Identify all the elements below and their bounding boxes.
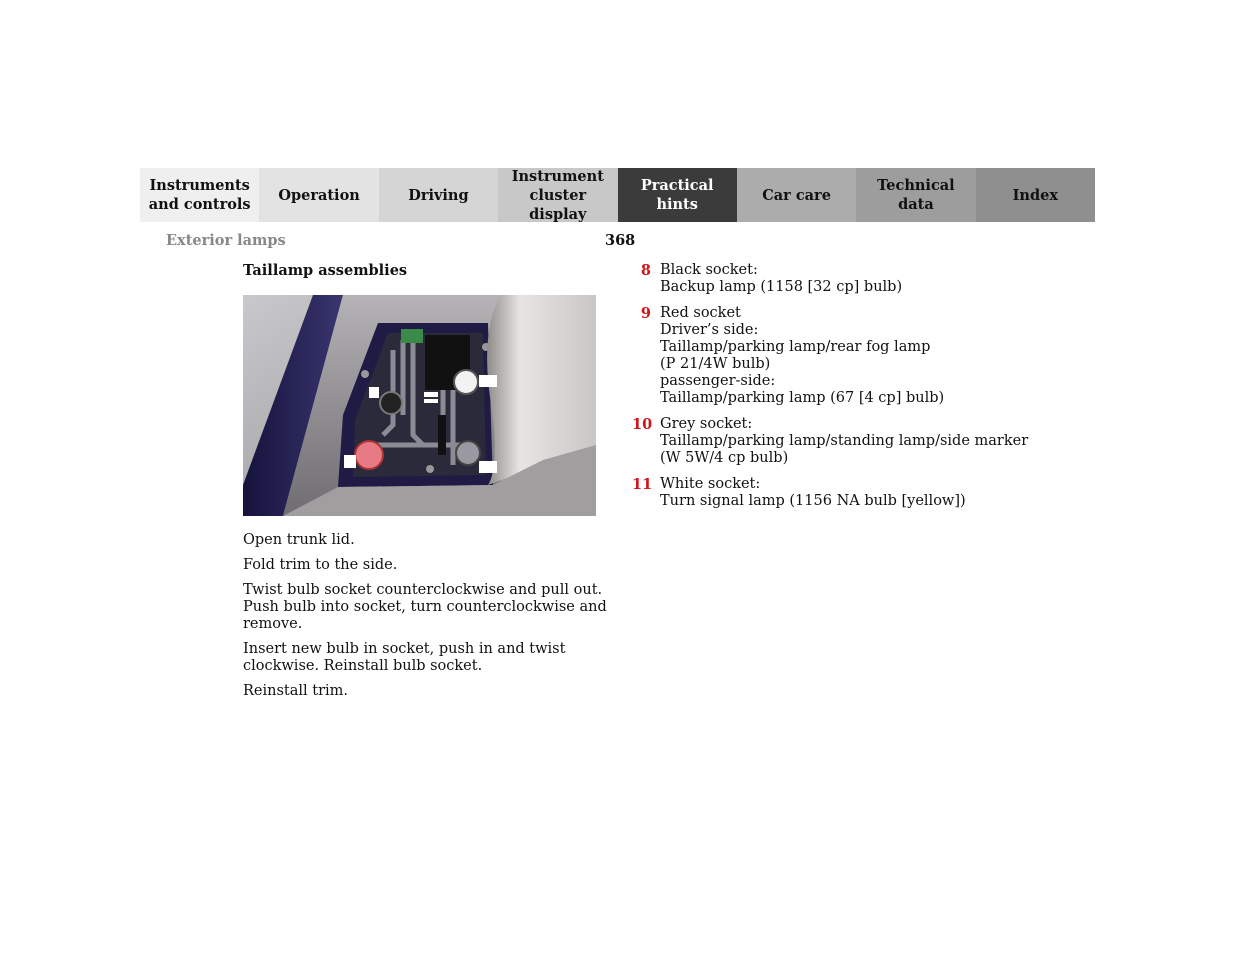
step-text: Fold trim to the side. — [243, 557, 398, 573]
legend-line: Turn signal lamp (1156 NA bulb [yellow]) — [660, 493, 966, 509]
step-text: Open trunk lid. — [243, 532, 355, 548]
taillamp-illustration — [243, 295, 596, 516]
tab-technical-data[interactable]: Technical data — [856, 168, 975, 222]
legend-line: Taillamp/parking lamp/standing lamp/side marker — [660, 433, 1029, 449]
legend-line: (P 21/4W bulb) — [660, 356, 771, 372]
legend-item — [632, 416, 1052, 467]
tab-practical-hints[interactable]: Practical hints — [618, 168, 737, 222]
tab-driving[interactable]: Driving — [379, 168, 498, 222]
tab-car-care[interactable]: Car care — [737, 168, 856, 222]
instruction-steps — [243, 532, 613, 708]
tab-instrument-cluster-display[interactable]: Instrument cluster display — [498, 168, 617, 222]
legend-line: (W 5W/4 cp bulb) — [660, 450, 789, 466]
section-title: Exterior lamps — [166, 232, 286, 249]
step-text: Reinstall trim. — [243, 683, 349, 699]
page-number: 368 — [605, 232, 636, 249]
legend-line: Black socket: — [660, 262, 758, 278]
step-text: Twist bulb socket counterclockwise and pull out. Push bulb into socket, turn counterclockwise and remove. — [243, 582, 607, 632]
legend-line: Taillamp/parking lamp/rear fog lamp — [660, 339, 931, 355]
legend-line: Taillamp/parking lamp (67 [4 cp] bulb) — [660, 390, 945, 406]
tab-index[interactable]: Index — [976, 168, 1095, 222]
legend-line: Red socket — [660, 305, 741, 321]
legend-number: 8 — [640, 262, 651, 279]
legend-item — [632, 476, 1052, 510]
legend-number: 10 — [632, 416, 653, 433]
tab-operation[interactable]: Operation — [259, 168, 378, 222]
legend-line: Backup lamp (1158 [32 cp] bulb) — [660, 279, 903, 295]
legend-number: 11 — [632, 476, 653, 493]
tab-instruments-and-controls[interactable]: Instruments and controls — [140, 168, 259, 222]
legend-item — [632, 262, 1052, 296]
legend-line: passenger-side: — [660, 373, 776, 389]
legend-number: 9 — [640, 305, 651, 322]
legend-line: Grey socket: — [660, 416, 753, 432]
step-text: Insert new bulb in socket, push in and twist clockwise. Reinstall bulb socket. — [243, 641, 566, 674]
chapter-nav — [140, 168, 1095, 222]
legend-line: White socket: — [660, 476, 761, 492]
legend-item — [632, 305, 1052, 407]
page-heading: Taillamp assemblies — [243, 262, 408, 279]
socket-legend — [632, 262, 1052, 519]
legend-line: Driver’s side: — [660, 322, 759, 338]
